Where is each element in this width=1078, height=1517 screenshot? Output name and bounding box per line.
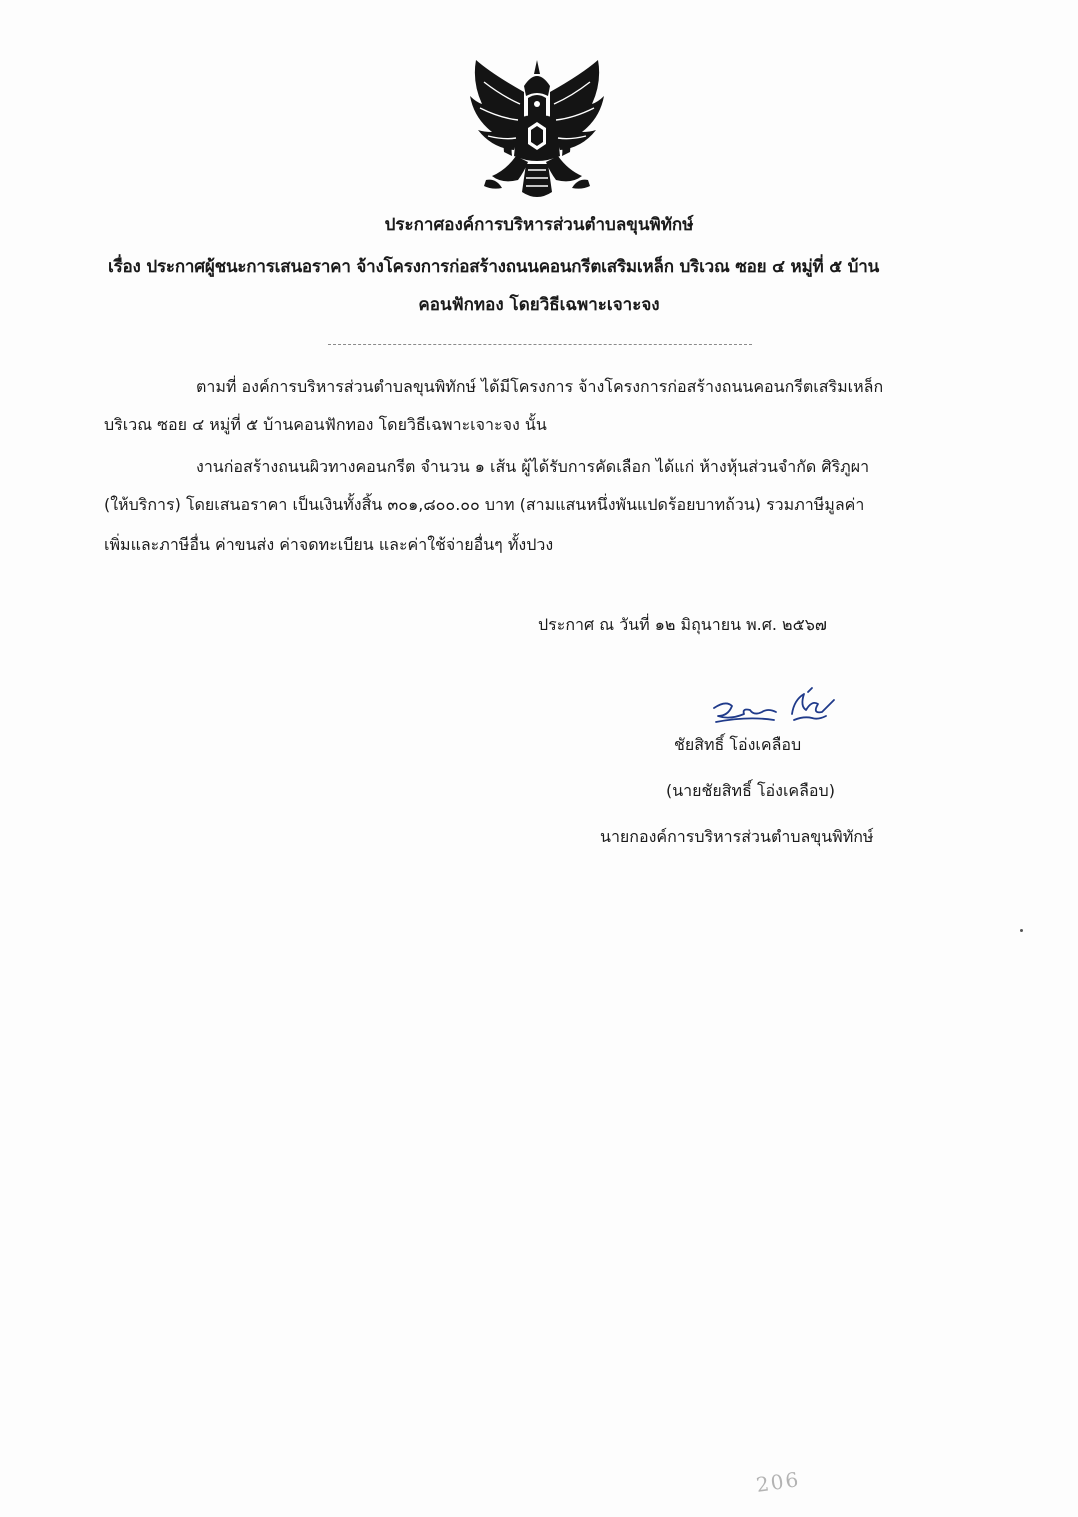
paragraph1-line1: ตามที่ องค์การบริหารส่วนตำบลขุนพิทักษ์ ได้มีโครงการ จ้างโครงการก่อสร้างถนนคอนกรีตเสริมเหล็ก [196,377,884,396]
page-number-mark: 206 [754,1467,802,1497]
paragraph1-line2: บริเวณ ซอย ๔ หมู่ที่ ๕ บ้านคอนฟักทอง โดยวิธีเฉพาะเจาะจง นั้น [104,415,547,434]
paragraph2-line1: งานก่อสร้างถนนผิวทางคอนกรีต จำนวน ๑ เส้น ผู้ได้รับการคัดเลือก ได้แก่ ห้างหุ้นส่วนจำกัด ศิริภูผา [196,457,870,476]
announcement-date: ประกาศ ณ วันที่ ๑๒ มิถุนายน พ.ศ. ๒๕๖๗ [538,615,827,634]
title-divider [328,344,752,345]
paragraph2-line3: เพิ่มและภาษีอื่น ค่าขนส่ง ค่าจดทะเบียน และค่าใช้จ่ายอื่นๆ ทั้งปวง [104,535,554,554]
announcement-subject-line1: เรื่อง ประกาศผู้ชนะการเสนอราคา จ้างโครงการก่อสร้างถนนคอนกรีตเสริมเหล็ก บริเวณ ซอย ๔ หมู่ที่ ๕ บ้าน [108,257,880,277]
signatory-name: ชัยสิทธิ์ โอ่งเคลือบ [674,735,802,754]
handwritten-signature-icon [708,686,840,728]
signatory-position: นายกองค์การบริหารส่วนตำบลขุนพิทักษ์ [600,827,874,846]
signatory-fullname: (นายชัยสิทธิ์ โอ่งเคลือบ) [666,781,835,800]
garuda-emblem-icon [462,52,612,204]
paragraph2-line2: (ให้บริการ) โดยเสนอราคา เป็นเงินทั้งสิ้น ๓๐๑,๘๐๐.๐๐ บาท (สามแสนหนึ่งพันแปดร้อยบาทถ้วน) รวมภาษีมูลค่า [104,495,865,514]
announcement-subject-line2: คอนฟักทอง โดยวิธีเฉพาะเจาะจง [418,295,660,315]
announcement-title: ประกาศองค์การบริหารส่วนตำบลขุนพิทักษ์ [384,215,694,235]
scan-speck [1020,929,1023,932]
